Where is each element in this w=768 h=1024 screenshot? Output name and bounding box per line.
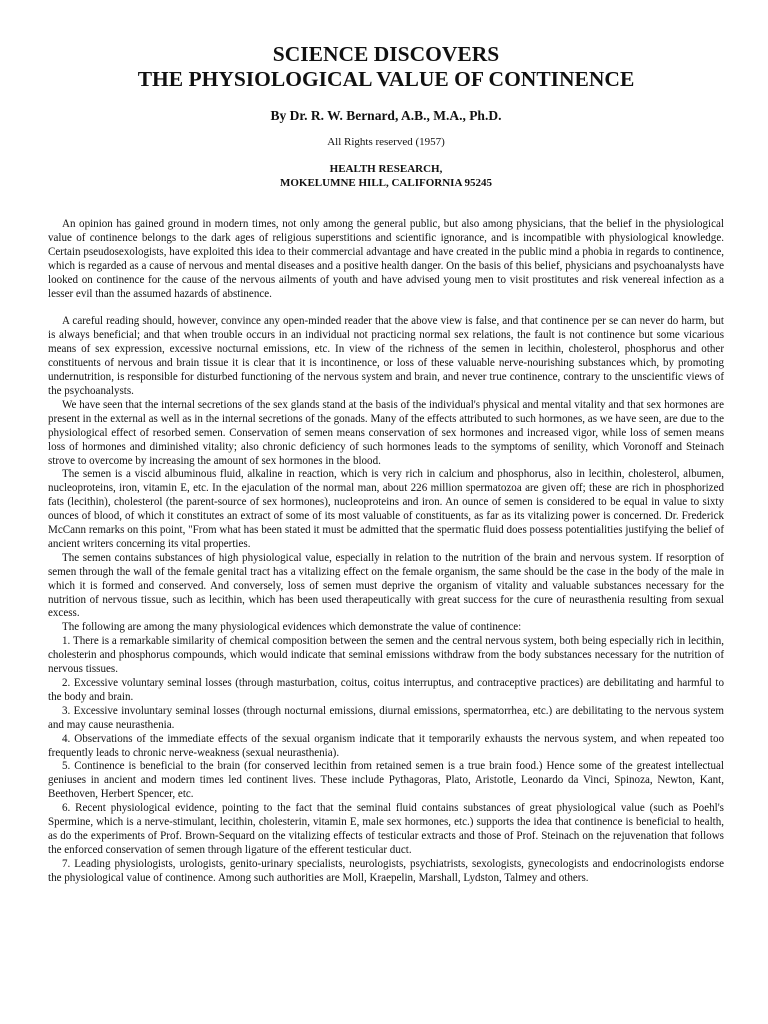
publisher-address: MOKELUMNE HILL, CALIFORNIA 95245: [279, 177, 493, 189]
evidence-item-7: 7. Leading physiologists, urologists, genito-urinary specialists, neurologists, psychiatrists, sexologists, gynecologists and endocrinologists endorse the physiological value of continence. Among such authorities are Moll, Kraepelin, Marshall, Lydston, Talmey and others.: [48, 857, 724, 884]
title-line-2: THE PHYSIOLOGICAL VALUE OF CONTINENCE: [137, 67, 635, 91]
paragraph-internal-secretions: We have seen that the internal secretions of the sex glands stand at the basis of the individual's physical and mental vitality and that sex hormones are present in the external as well as in the internal secretions of the gonads. Many of the effects attributed to such hormones, as we have seen, are due to the physiological effect of resorbed semen. Conservation of semen means conservation of sex hormones and increased vigor, while loss of semen means loss of hormones and diminished vitality; also chronic deficiency of such hormones leads to the symptoms of senility, which Voronoff and Steinach strove to overcome by increasing the amount of sex hormones in the blood.: [48, 398, 724, 467]
paragraph-physiological-value: The semen contains substances of high physiological value, especially in relation to the nutrition of the brain and nervous system. If resorption of semen through the wall of the female genital tract has a vitalizing effect on the female organism, the same should be the case in the body of the male in which it is formed and conserved. And conversely, loss of semen must deprive the organism of vitality and valuable substances necessary for the nutrition of nervous tissue, such as lecithin, which has been used therapeutically with great success for the cure of neurasthenia resulting from sexual excess.: [48, 551, 724, 620]
article-body: [48, 218, 724, 886]
publisher-block: [48, 162, 724, 190]
publisher-name: HEALTH RESEARCH,: [329, 163, 443, 175]
evidence-item-5: 5. Continence is beneficial to the brain (for conserved lecithin from retained semen is a true brain food.) Hence some of the greatest intellectual geniuses in ancient and modern times led continent lives. These include Pythagoras, Plato, Aristotle, Leonardo da Vinci, Spinoza, Newton, Kant, Beethoven, Herbert Spencer, etc.: [48, 760, 724, 801]
paragraph-semen-composition: The semen is a viscid albuminous fluid, alkaline in reaction, which is very rich in calcium and phosphorus, also in lecithin, cholesterol, albumen, nucleoproteins, iron, vitamin E, etc. In the ejaculation of the normal man, about 226 million spermatozoa are given off; these are rich in phosphorized fats (lecithin), cholesterol (the parent-source of sex hormones), nucleoproteins and iron. An ounce of semen is considered to be equal in value to sixty ounces of blood, of which it constitutes an extract of some of its most valuable of constituents, as far as its vitalizing power is concerned. Dr. Frederick McCann remarks on this point, "From what has been stated it must be admitted that the spermatic fluid does possess potentialities justifying the belief of ancient writers concerning its vital properties.: [48, 468, 724, 550]
evidence-item-1: 1. There is a remarkable similarity of chemical composition between the semen and the central nervous system, both being especially rich in lecithin, cholesterin and phosphorus compounds, which would indicate that seminal emissions withdraw from the body substances necessary for the nutrition of nervous tissues.: [48, 635, 724, 676]
paragraph-careful-reading: A careful reading should, however, convince any open-minded reader that the above view is false, and that continence per se can never do harm, but is always beneficial; and that when trouble occurs in an individual not practicing normal sex relations, the fault is not continence but some vicarious means of sex expression, excessive nocturnal emissions, etc. In view of the richness of the semen in lecithin, cholesterol, phosphorus and other constituents of nervous and brain tissue it is clear that it is incontinence, or loss of these valuable nerve-nourishing substances which, by promoting undernutrition, is responsible for disturbed functioning of the nervous system and brain, and never true continence, contrary to the unscientific views of the psychoanalysts.: [48, 315, 724, 397]
copyright-notice: All Rights reserved (1957): [327, 136, 445, 148]
title-line-1: SCIENCE DISCOVERS: [272, 42, 500, 66]
document-title: [48, 42, 724, 92]
evidence-item-2: 2. Excessive voluntary seminal losses (through masturbation, coitus, coitus interruptus, and contraceptive practices) are debilitating and harmful to the body and brain.: [48, 677, 724, 703]
paragraph-intro: An opinion has gained ground in modern times, not only among the general public, but also among physicians, that the belief in the physiological value of continence belongs to the dark ages of religious superstitions and scientific ignorance, and is incompatible with physiological knowledge. Certain pseudosexologists, have exploited this idea to their commercial advantage and have created in the public mind a phobia in regards to continence, which is regarded as a cause of nervous and mental diseases and a positive health danger. On the basis of this belief, physicians and psychoanalysts have looked on continence for the cause of the nervous ailments of youth and have advised young men to visit prostitutes and risk venereal infection as a lesser evil than the assumed hazards of abstinence.: [48, 218, 724, 300]
evidence-item-3: 3. Excessive involuntary seminal losses (through nocturnal emissions, diurnal emissions, spermatorrhea, etc.) are debilitating to the nervous system and may cause neurasthenia.: [48, 704, 724, 731]
evidence-item-4: 4. Observations of the immediate effects of the sexual organism indicate that it temporarily exhausts the nervous system, and when repeated too frequently leads to chronic nerve-weakness (sexual neurasthenia).: [48, 732, 724, 759]
evidence-item-6: 6. Recent physiological evidence, pointing to the fact that the seminal fluid contains substances of great physiological value (such as Poehl's Spermine, which is a nerve-stimulant, lecithin, cholesterin, vitamin E, male sex hormones, etc.) supports the idea that continence is beneficial to health, as do the experiments of Prof. Brown-Sequard on the vitalizing effects of testicular extracts and those of Prof. Steinach on the rejuvenation that follows the enforced conservation of semen through ligature of the efferent testicular duct.: [48, 802, 724, 856]
paragraph-evidence-intro: The following are among the many physiological evidences which demonstrate the value of continence:: [62, 621, 522, 634]
author-byline: By Dr. R. W. Bernard, A.B., M.A., Ph.D.: [270, 108, 502, 123]
